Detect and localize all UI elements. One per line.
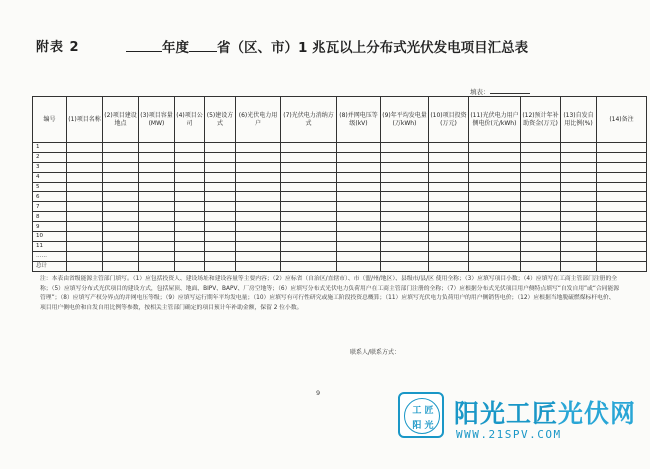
seal-top-text: 工 匠 <box>412 406 434 416</box>
table-cell <box>381 241 429 251</box>
fill-in-label <box>470 86 530 96</box>
seal-icon <box>398 392 444 438</box>
table-cell <box>281 251 337 261</box>
table-cell <box>561 172 597 182</box>
table-cell <box>561 143 597 153</box>
table-row <box>33 202 647 212</box>
table-cell <box>469 212 521 222</box>
column-header: (8)并网电压等级(kV) <box>337 97 381 143</box>
table-row <box>33 192 647 202</box>
row-number: 8 <box>33 212 67 222</box>
table-cell <box>521 212 561 222</box>
table-cell <box>139 251 175 261</box>
table-cell <box>175 202 205 212</box>
table-cell <box>175 241 205 251</box>
row-number: 10 <box>33 232 67 242</box>
table-cell <box>205 222 236 232</box>
column-header: (5)建设方式 <box>205 97 236 143</box>
fill-in-text: 填表： <box>470 88 490 96</box>
table-cell <box>175 222 205 232</box>
table-cell <box>236 212 281 222</box>
table-cell <box>281 212 337 222</box>
table-cell <box>469 232 521 242</box>
table-body <box>33 143 647 272</box>
watermark-name-b: 光伏网 <box>558 399 637 428</box>
watermark-name <box>454 394 636 430</box>
row-number: 3 <box>33 162 67 172</box>
province-blank <box>189 39 217 52</box>
table-cell <box>205 261 236 271</box>
table-cell <box>139 143 175 153</box>
column-header: (6)光伏电力用户 <box>236 97 281 143</box>
table-cell <box>236 152 281 162</box>
table-cell <box>67 162 103 172</box>
table-cell <box>205 162 236 172</box>
table-cell <box>236 241 281 251</box>
table-cell <box>281 182 337 192</box>
table-cell <box>469 162 521 172</box>
table-row <box>33 162 647 172</box>
table-cell <box>67 261 103 271</box>
table-cell <box>469 172 521 182</box>
table-cell <box>381 212 429 222</box>
table-cell <box>381 182 429 192</box>
table-cell <box>429 192 469 202</box>
header <box>36 36 626 60</box>
table-cell <box>139 152 175 162</box>
table-cell <box>139 192 175 202</box>
column-header: (14)备注 <box>597 97 647 143</box>
table-cell <box>175 143 205 153</box>
table-cell <box>139 241 175 251</box>
table-cell <box>429 241 469 251</box>
watermark-logo <box>398 392 638 452</box>
table-cell <box>337 261 381 271</box>
table-cell <box>469 143 521 153</box>
table-cell <box>236 192 281 202</box>
table-cell <box>103 182 139 192</box>
table-cell <box>139 172 175 182</box>
table-cell <box>337 192 381 202</box>
table-cell <box>337 251 381 261</box>
table-cell <box>205 182 236 192</box>
column-header: (2)项目建设地点 <box>103 97 139 143</box>
table-cell <box>469 192 521 202</box>
table-cell <box>103 261 139 271</box>
table-cell <box>175 162 205 172</box>
table-cell <box>429 261 469 271</box>
table-cell <box>139 202 175 212</box>
table-cell <box>139 232 175 242</box>
table-cell <box>597 143 647 153</box>
table-cell <box>205 143 236 153</box>
table-cell <box>597 241 647 251</box>
table-cell <box>381 192 429 202</box>
table-cell <box>67 241 103 251</box>
table-notes: 注：本表由省级能源主管部门填写。（1）应包括投资人、建设场址和建设容量等主要内容；（2）应标省（自治区/直辖市）、市（盟/州/地区）、县级市/县/区 使用全称；（3）应填写项目小数；（4）应填写在工商主管部门注册的全称；（5）应填写分布式光伏项目的建设方式，包括屋顶、地面、BIPV、BAPV、厂房空地等；（6）应填写分布式光伏电力负荷用户在工商主管部门注册的全称；（7）应根据分布式光伏项目用户侧特点填写“自发自用”或“合同能源管理”；（8）应填写产权分界点的并网电压等级；（9）应填写运行期年平均发电量；（10）应填写有可行性研究或施工阶段投资总概算；（11）应填写光伏电力负荷用户的用户侧销售电价；（12）应根据当地脱硫燃煤标杆电价、项目用户侧电价和自发自用比例等参数，按相关主管部门确定的项目预计年补助金额，保留 2 位小数。 <box>40 276 620 311</box>
column-header: (1)项目名称 <box>67 97 103 143</box>
table-cell <box>597 222 647 232</box>
table-cell <box>429 202 469 212</box>
table-cell <box>337 222 381 232</box>
table-cell <box>139 212 175 222</box>
table-cell <box>521 143 561 153</box>
table-cell <box>103 152 139 162</box>
table-cell <box>139 222 175 232</box>
table-cell <box>429 143 469 153</box>
table-cell <box>67 212 103 222</box>
table-cell <box>205 172 236 182</box>
watermark-url: WWW.21SPV.COM <box>456 428 562 441</box>
table-cell <box>103 222 139 232</box>
table-cell <box>381 162 429 172</box>
table-cell <box>103 212 139 222</box>
table-cell <box>521 251 561 261</box>
table-cell <box>67 222 103 232</box>
table-cell <box>281 202 337 212</box>
table-cell <box>429 182 469 192</box>
table-cell <box>236 232 281 242</box>
table-cell <box>205 202 236 212</box>
table-cell <box>205 212 236 222</box>
table-row <box>33 232 647 242</box>
table-cell <box>561 251 597 261</box>
column-header: 编号 <box>33 97 67 143</box>
column-header: (3)项目容量(MW) <box>139 97 175 143</box>
table-cell <box>67 192 103 202</box>
row-number: 5 <box>33 182 67 192</box>
table-cell <box>561 192 597 202</box>
table-cell <box>337 241 381 251</box>
table-cell <box>429 152 469 162</box>
table-cell <box>597 192 647 202</box>
row-number: 11 <box>33 241 67 251</box>
table-cell <box>175 192 205 202</box>
appendix-label: 附表 2 <box>36 40 80 55</box>
table-cell <box>381 202 429 212</box>
table-cell <box>67 143 103 153</box>
table-cell <box>597 162 647 172</box>
table-cell <box>175 172 205 182</box>
table-cell <box>236 222 281 232</box>
table-cell <box>337 172 381 182</box>
table-cell <box>521 192 561 202</box>
year-suffix: 年度 <box>162 40 189 56</box>
table-cell <box>175 212 205 222</box>
column-header: (4)项目公司 <box>175 97 205 143</box>
table-cell <box>521 241 561 251</box>
row-number: 9 <box>33 222 67 232</box>
table-cell <box>521 182 561 192</box>
summary-table <box>32 96 647 272</box>
table-cell <box>597 152 647 162</box>
table-cell <box>521 232 561 242</box>
table-cell <box>429 212 469 222</box>
table-cell <box>236 162 281 172</box>
table-cell <box>381 222 429 232</box>
table-cell <box>175 152 205 162</box>
table-cell <box>337 143 381 153</box>
fill-in-blank <box>490 86 530 94</box>
table-cell <box>469 152 521 162</box>
table-cell <box>561 182 597 192</box>
table-row <box>33 222 647 232</box>
table-cell <box>236 182 281 192</box>
table-cell <box>521 162 561 172</box>
table-cell <box>103 143 139 153</box>
table-cell <box>281 232 337 242</box>
table-cell <box>469 202 521 212</box>
row-number: …… <box>33 251 67 261</box>
table-cell <box>205 241 236 251</box>
table-cell <box>597 251 647 261</box>
table-cell <box>597 261 647 271</box>
table-cell <box>597 202 647 212</box>
table-row <box>33 143 647 153</box>
table-cell <box>103 172 139 182</box>
row-number: 4 <box>33 172 67 182</box>
table-cell <box>561 152 597 162</box>
table-cell <box>281 192 337 202</box>
table-cell <box>337 212 381 222</box>
row-number: 2 <box>33 152 67 162</box>
column-header: (7)光伏电力消纳方式 <box>281 97 337 143</box>
row-number: 1 <box>33 143 67 153</box>
table-cell <box>337 182 381 192</box>
table-cell <box>205 152 236 162</box>
table-cell <box>429 222 469 232</box>
table-cell <box>281 241 337 251</box>
table-cell <box>561 241 597 251</box>
table-cell <box>381 172 429 182</box>
table-cell <box>205 251 236 261</box>
row-number: 7 <box>33 202 67 212</box>
table-cell <box>139 182 175 192</box>
table-cell <box>103 192 139 202</box>
seal-bottom-text: 阳 光 <box>412 421 434 431</box>
table-cell <box>429 162 469 172</box>
contact-label: 联系人/联系方式： <box>350 349 401 356</box>
table-cell <box>429 232 469 242</box>
table-cell <box>381 261 429 271</box>
table-cell <box>469 261 521 271</box>
table-row <box>33 251 647 261</box>
column-header: (10)项目投资(万元) <box>429 97 469 143</box>
table-cell <box>561 232 597 242</box>
column-header: (12)预计年补助资金(万元) <box>521 97 561 143</box>
table-cell <box>281 172 337 182</box>
table-cell <box>281 152 337 162</box>
table-cell <box>521 172 561 182</box>
table-cell <box>103 202 139 212</box>
table-cell <box>139 162 175 172</box>
row-number: 总计 <box>33 261 67 271</box>
table-cell <box>469 251 521 261</box>
row-number: 6 <box>33 192 67 202</box>
table-cell <box>175 232 205 242</box>
table-cell <box>597 182 647 192</box>
table-cell <box>103 251 139 261</box>
table-cell <box>236 172 281 182</box>
table-cell <box>205 192 236 202</box>
table-cell <box>337 202 381 212</box>
table-cell <box>521 152 561 162</box>
table-cell <box>175 251 205 261</box>
watermark-name-a: 阳光工匠 <box>454 399 559 428</box>
table-cell <box>236 202 281 212</box>
table-cell <box>337 162 381 172</box>
column-header: (11)光伏电力用户侧电价(元/kWh) <box>469 97 521 143</box>
column-header: (9)年平均发电量(万kWh) <box>381 97 429 143</box>
table-cell <box>236 143 281 153</box>
table-cell <box>381 143 429 153</box>
table-row <box>33 241 647 251</box>
table-cell <box>597 212 647 222</box>
table-row <box>33 182 647 192</box>
year-blank <box>126 39 162 52</box>
table-cell <box>67 251 103 261</box>
table-row <box>33 261 647 271</box>
table-title <box>126 36 528 56</box>
table-cell <box>67 172 103 182</box>
table-cell <box>337 152 381 162</box>
title-text: 省（区、市）1 兆瓦以上分布式光伏发电项目汇总表 <box>217 40 529 56</box>
table-cell <box>469 222 521 232</box>
table-cell <box>67 202 103 212</box>
table-row <box>33 152 647 162</box>
table-cell <box>521 202 561 212</box>
table-cell <box>337 232 381 242</box>
table-row <box>33 212 647 222</box>
table-cell <box>175 261 205 271</box>
table-cell <box>175 182 205 192</box>
table-cell <box>381 232 429 242</box>
table-cell <box>205 232 236 242</box>
table-cell <box>67 182 103 192</box>
table-cell <box>281 222 337 232</box>
table-cell <box>429 251 469 261</box>
table-row <box>33 172 647 182</box>
table-cell <box>561 212 597 222</box>
table-header-row <box>33 97 647 143</box>
table-cell <box>561 162 597 172</box>
table-cell <box>381 152 429 162</box>
table-cell <box>103 241 139 251</box>
table-cell <box>521 261 561 271</box>
table-cell <box>561 202 597 212</box>
table-cell <box>67 152 103 162</box>
table-cell <box>597 232 647 242</box>
table-cell <box>521 222 561 232</box>
table-cell <box>281 143 337 153</box>
column-header: (13)自发自用比例(%) <box>561 97 597 143</box>
table-cell <box>469 182 521 192</box>
table-cell <box>381 251 429 261</box>
table-cell <box>469 241 521 251</box>
table-cell <box>139 261 175 271</box>
table-cell <box>236 251 281 261</box>
table-cell <box>103 162 139 172</box>
table-cell <box>597 172 647 182</box>
table-cell <box>236 261 281 271</box>
table-cell <box>67 232 103 242</box>
table-cell <box>281 162 337 172</box>
table-cell <box>561 222 597 232</box>
table-cell <box>281 261 337 271</box>
table-cell <box>429 172 469 182</box>
table-cell <box>103 232 139 242</box>
page-number: 9 <box>316 389 321 397</box>
table-cell <box>561 261 597 271</box>
